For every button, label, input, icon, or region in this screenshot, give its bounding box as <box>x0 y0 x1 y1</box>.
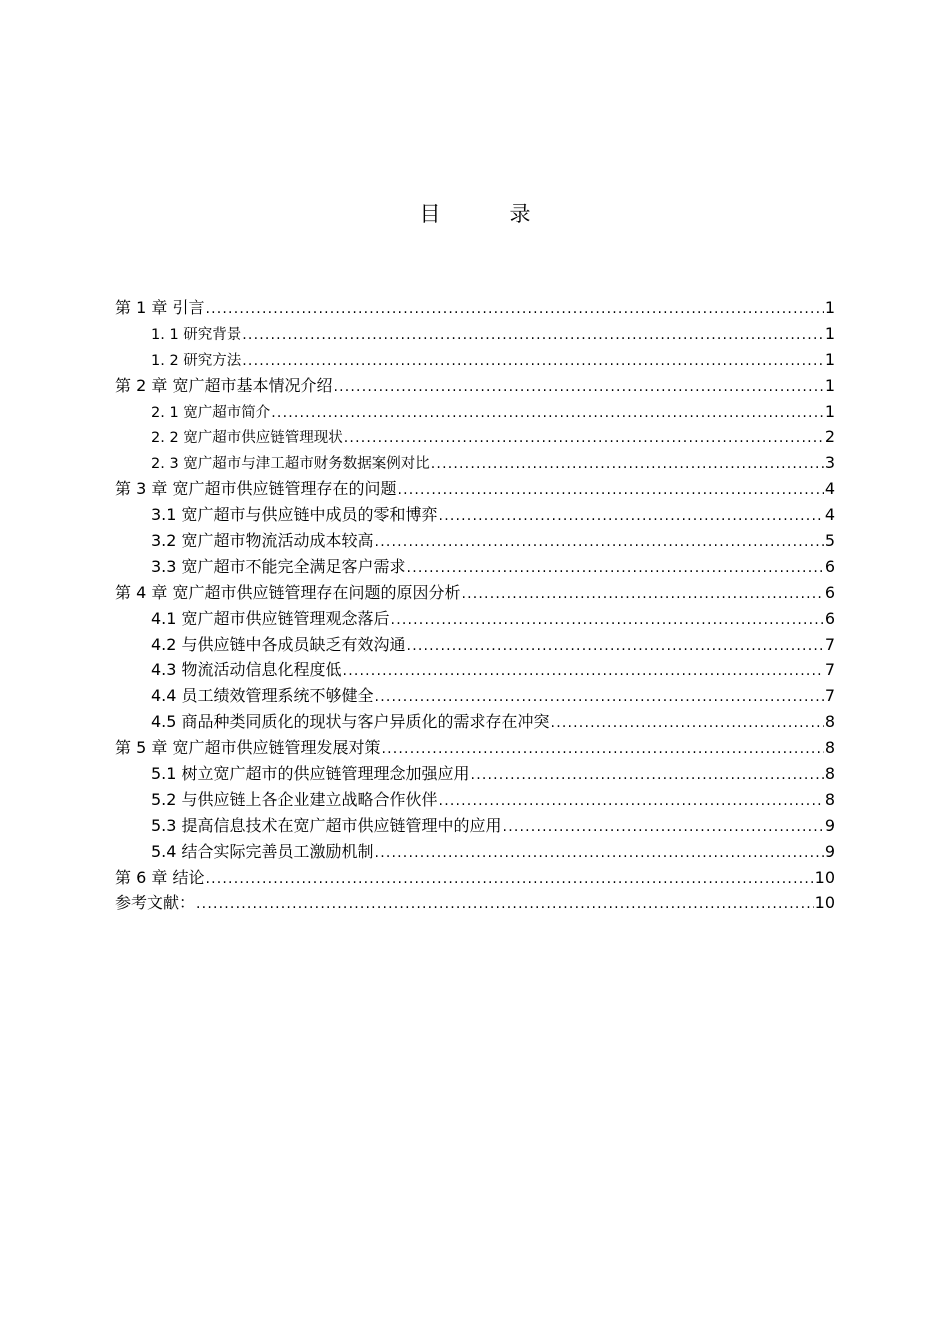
toc-page-number: 1 <box>824 375 835 395</box>
toc-leader-dots <box>407 634 824 660</box>
toc-entry-label: 3.1 宽广超市与供应链中成员的零和博弈 <box>151 505 438 525</box>
toc-entry[interactable] <box>115 657 835 683</box>
toc-page-number: 3 <box>824 453 835 473</box>
toc-entry[interactable] <box>115 554 835 580</box>
toc-entry-label: 参考文献： <box>115 893 196 913</box>
toc-page-number: 8 <box>824 764 835 784</box>
toc-leader-dots <box>344 426 824 452</box>
toc-leader-dots <box>381 737 823 763</box>
toc-leader-dots <box>375 841 824 867</box>
toc-entry-label: 2. 3 宽广超市与津工超市财务数据案例对比 <box>151 456 430 473</box>
toc-entry[interactable] <box>115 450 835 476</box>
toc-leader-dots <box>503 815 824 841</box>
toc-entry[interactable] <box>115 709 835 735</box>
toc-entry-label: 5.1 树立宽广超市的供应链管理理念加强应用 <box>151 764 470 784</box>
toc-entry[interactable] <box>115 424 835 450</box>
toc-entry[interactable] <box>115 580 835 606</box>
toc-entry-label: 第 2 章 宽广超市基本情况介绍 <box>115 375 333 395</box>
toc-page-number: 6 <box>824 556 835 576</box>
toc-page-number: 9 <box>824 815 835 835</box>
toc-entry-label: 第 3 章 宽广超市供应链管理存在的问题 <box>115 479 397 499</box>
toc-leader-dots <box>391 608 824 634</box>
toc-leader-dots <box>271 401 824 427</box>
toc-entry[interactable] <box>115 839 835 865</box>
toc-entry[interactable] <box>115 295 835 321</box>
toc-leader-dots <box>439 789 824 815</box>
toc-page-number: 7 <box>824 660 835 680</box>
toc-entry-label: 1. 2 研究方法 <box>151 352 242 369</box>
toc-entry[interactable] <box>115 347 835 373</box>
toc-leader-dots <box>242 349 824 375</box>
toc-entry[interactable] <box>115 683 835 709</box>
toc-page-number: 4 <box>824 505 835 525</box>
toc-leader-dots <box>375 530 824 556</box>
toc-entry-label: 第 1 章 引言 <box>115 298 205 317</box>
toc-page-number: 9 <box>824 841 835 861</box>
toc-leader-dots <box>196 892 814 918</box>
toc-entry-label: 4.2 与供应链中各成员缺乏有效沟通 <box>151 634 406 654</box>
toc-page-number: 1 <box>824 323 835 343</box>
toc-entry[interactable] <box>115 399 835 425</box>
toc-entry[interactable] <box>115 632 835 658</box>
toc-page-number: 8 <box>824 738 835 758</box>
toc-entry[interactable] <box>115 373 835 399</box>
toc-entry-label: 3.3 宽广超市不能完全满足客户需求 <box>151 556 406 576</box>
toc-page-number: 10 <box>814 893 835 913</box>
toc-entry[interactable] <box>115 502 835 528</box>
toc-page-number: 1 <box>824 401 835 421</box>
toc-entry[interactable] <box>115 761 835 787</box>
toc-leader-dots <box>461 582 823 608</box>
toc-page-number: 8 <box>824 789 835 809</box>
toc-entry[interactable] <box>115 321 835 347</box>
toc-entry-label: 5.3 提高信息技术在宽广超市供应链管理中的应用 <box>151 815 502 835</box>
toc-leader-dots <box>343 659 824 685</box>
toc-page-number: 6 <box>824 582 835 602</box>
toc-page-number: 5 <box>824 531 835 551</box>
toc-page-number: 2 <box>824 427 835 447</box>
toc-page-number: 8 <box>824 712 835 732</box>
toc-entry[interactable] <box>115 528 835 554</box>
toc-entry-label: 第 6 章 结论 <box>115 867 205 887</box>
toc-page-number: 7 <box>824 634 835 654</box>
toc-entry[interactable] <box>115 813 835 839</box>
toc-leader-dots <box>431 452 824 478</box>
toc-page-number: 10 <box>814 867 835 887</box>
toc-entry-label: 2. 2 宽广超市供应链管理现状 <box>151 430 343 447</box>
toc-entry-label: 4.5 商品种类同质化的现状与客户异质化的需求存在冲突 <box>151 712 550 732</box>
toc-page-number: 7 <box>824 686 835 706</box>
toc-entry-label: 1. 1 研究背景 <box>151 326 242 343</box>
table-of-contents <box>115 295 835 916</box>
toc-leader-dots <box>375 685 824 711</box>
toc-entry[interactable] <box>115 735 835 761</box>
toc-leader-dots <box>333 375 823 401</box>
toc-leader-dots <box>205 297 823 323</box>
toc-leader-dots <box>439 504 824 530</box>
toc-entry-label: 2. 1 宽广超市简介 <box>151 404 271 421</box>
toc-entry-label: 3.2 宽广超市物流活动成本较高 <box>151 531 374 551</box>
toc-entry-label: 5.4 结合实际完善员工激励机制 <box>151 841 374 861</box>
toc-page-number: 6 <box>824 608 835 628</box>
toc-entry-label: 4.4 员工绩效管理系统不够健全 <box>151 686 374 706</box>
toc-entry[interactable] <box>115 606 835 632</box>
toc-entry[interactable] <box>115 476 835 502</box>
toc-entry-label: 5.2 与供应链上各企业建立战略合作伙伴 <box>151 789 438 809</box>
toc-entry-label: 4.3 物流活动信息化程度低 <box>151 660 342 680</box>
toc-entry[interactable] <box>115 890 835 916</box>
toc-page-number: 1 <box>824 298 835 317</box>
toc-leader-dots <box>471 763 824 789</box>
toc-leader-dots <box>397 478 823 504</box>
toc-leader-dots <box>242 323 824 349</box>
page-title: 目 录 <box>419 202 555 226</box>
toc-entry-label: 第 5 章 宽广超市供应链管理发展对策 <box>115 738 381 758</box>
toc-page-number: 1 <box>824 349 835 369</box>
toc-page-number: 4 <box>824 479 835 499</box>
toc-leader-dots <box>551 711 824 737</box>
toc-entry-label: 第 4 章 宽广超市供应链管理存在问题的原因分析 <box>115 582 461 602</box>
toc-entry-label: 4.1 宽广超市供应链管理观念落后 <box>151 608 390 628</box>
toc-entry[interactable] <box>115 865 835 891</box>
toc-leader-dots <box>205 867 813 893</box>
toc-entry[interactable] <box>115 787 835 813</box>
toc-leader-dots <box>407 556 824 582</box>
